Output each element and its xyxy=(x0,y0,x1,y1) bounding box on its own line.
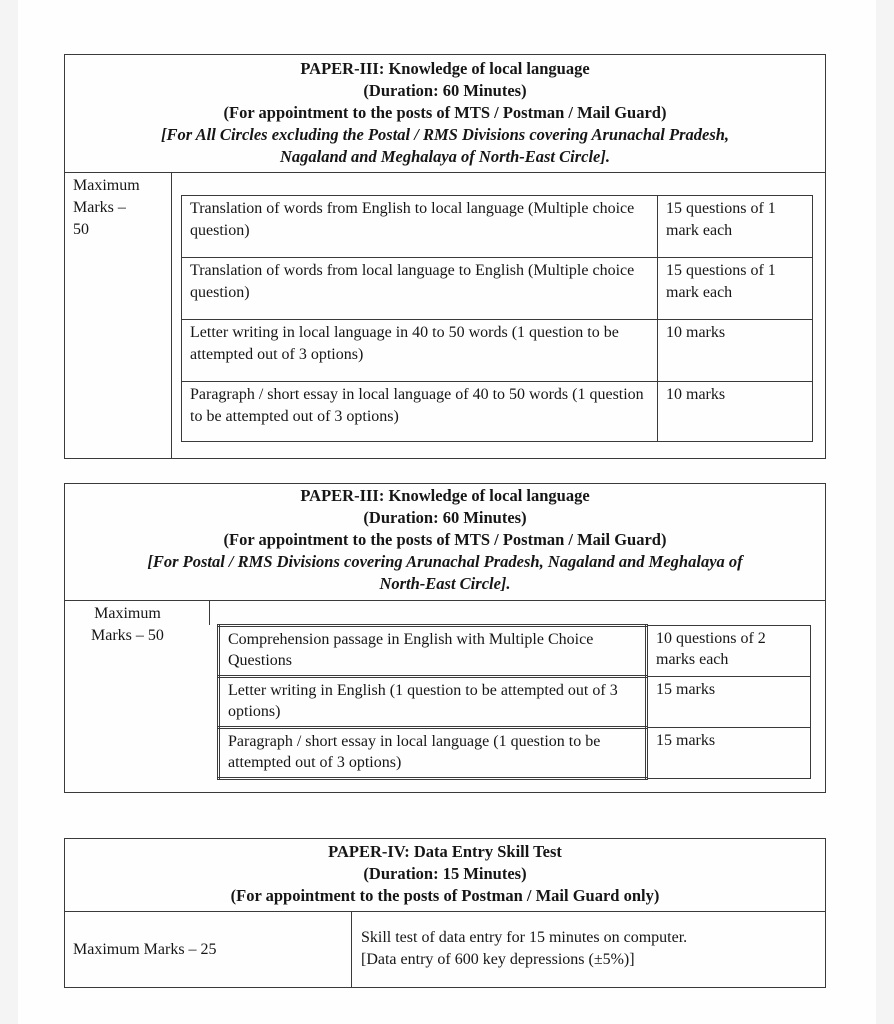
table-row xyxy=(182,382,813,442)
row-marks: 15 questions of 1 mark each xyxy=(658,196,813,258)
paper3a-max-marks: Maximum Marks – 50 xyxy=(73,177,140,238)
row-description: Translation of words from English to local language (Multiple choice question) xyxy=(182,196,658,258)
paper3a-title: PAPER-III: Knowledge of local language xyxy=(300,59,590,78)
paper3a-header xyxy=(65,55,825,173)
table-row xyxy=(219,626,811,677)
paper3b-header xyxy=(65,484,825,601)
paper3b-max-marks: Maximum Marks – 50 xyxy=(91,605,164,644)
paper4-title: PAPER-IV: Data Entry Skill Test xyxy=(328,842,562,861)
paper3a-scope-line1: [For All Circles excluding the Postal / RMS Divisions covering Arunachal Pradesh, xyxy=(160,125,730,144)
row-marks: 15 marks xyxy=(647,677,811,728)
table-row xyxy=(219,728,811,779)
table-row xyxy=(219,677,811,728)
paper3a-divider xyxy=(171,173,172,458)
paper4-appointment: (For appointment to the posts of Postman / Mail Guard only) xyxy=(230,886,660,905)
paper3b-box xyxy=(64,483,826,793)
paper4-box xyxy=(64,838,826,988)
row-description: Paragraph / short essay in local language (1 question to be attempted out of 3 options) xyxy=(219,728,647,779)
document-page xyxy=(18,0,876,1024)
row-marks: 15 marks xyxy=(647,728,811,779)
paper3a-scope-line2: Nagaland and Meghalaya of North-East Circle]. xyxy=(279,147,611,166)
paper3b-divider xyxy=(209,601,210,625)
table-row xyxy=(182,258,813,320)
paper3b-title: PAPER-III: Knowledge of local language xyxy=(300,486,590,505)
paper4-description: Skill test of data entry for 15 minutes on computer. [Data entry of 600 key depressions (±5%)] xyxy=(361,929,688,968)
paper3a-duration: (Duration: 60 Minutes) xyxy=(363,81,527,100)
row-description: Paragraph / short essay in local language of 40 to 50 words (1 question to be attempted out of 3 options) xyxy=(182,382,658,442)
paper4-duration: (Duration: 15 Minutes) xyxy=(363,864,527,883)
table-row xyxy=(182,196,813,258)
row-description: Comprehension passage in English with Multiple Choice Questions xyxy=(219,626,647,677)
paper4-divider xyxy=(351,912,352,987)
row-marks: 10 questions of 2 marks each xyxy=(647,626,811,677)
paper3b-appointment: (For appointment to the posts of MTS / Postman / Mail Guard) xyxy=(223,530,667,549)
paper3a-appointment: (For appointment to the posts of MTS / Postman / Mail Guard) xyxy=(223,103,667,122)
paper3b-scope-line1: [For Postal / RMS Divisions covering Arunachal Pradesh, Nagaland and Meghalaya of xyxy=(147,552,743,571)
row-marks: 10 marks xyxy=(658,320,813,382)
paper3b-table xyxy=(217,624,811,780)
table-row xyxy=(182,320,813,382)
paper3b-duration: (Duration: 60 Minutes) xyxy=(363,508,527,527)
row-marks: 10 marks xyxy=(658,382,813,442)
row-description: Letter writing in English (1 question to be attempted out of 3 options) xyxy=(219,677,647,728)
paper3b-scope-line2: North-East Circle]. xyxy=(379,574,511,593)
row-description: Translation of words from local language to English (Multiple choice question) xyxy=(182,258,658,320)
paper4-header xyxy=(65,839,825,912)
row-description: Letter writing in local language in 40 to 50 words (1 question to be attempted out of 3 options) xyxy=(182,320,658,382)
paper4-max-marks: Maximum Marks – 25 xyxy=(73,941,217,958)
paper3a-box xyxy=(64,54,826,459)
paper3a-table xyxy=(181,195,813,442)
row-marks: 15 questions of 1 mark each xyxy=(658,258,813,320)
